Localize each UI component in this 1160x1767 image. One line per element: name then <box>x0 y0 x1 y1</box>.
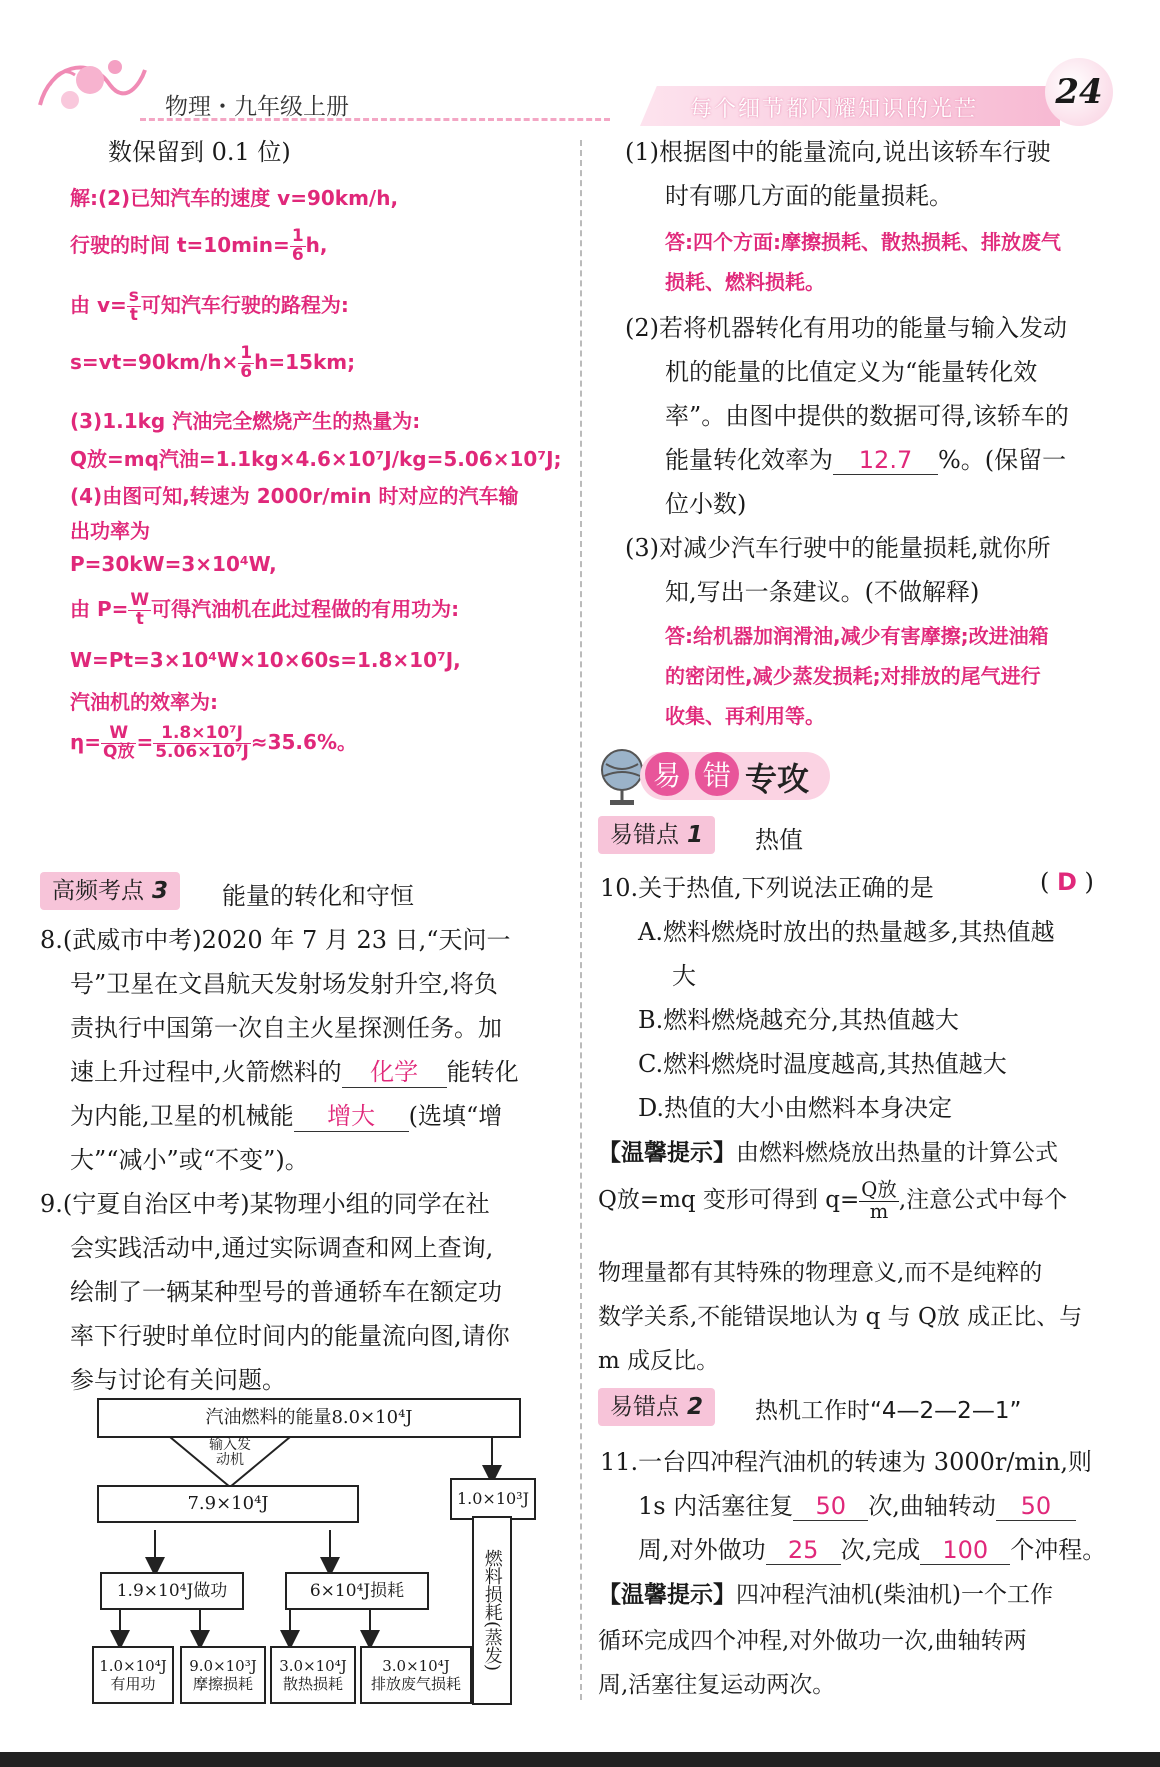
answer-blank: 50 <box>996 1492 1076 1521</box>
answer-line: 收集、再利用等。 <box>665 704 825 728</box>
tip-line: 【温馨提示】四冲程汽油机(柴油机)一个工作 <box>598 1582 1053 1608</box>
diagram-box-exhaust: 3.0×10⁴J 排放废气损耗 <box>360 1646 472 1704</box>
question-line: 速上升过程中,火箭燃料的 化学 能转化 <box>70 1052 519 1088</box>
question-line: 9.(宁夏自治区中考)某物理小组的同学在社 <box>40 1190 490 1218</box>
question-line: 周,对外做功 25 次,完成 100 个冲程。 <box>638 1536 1107 1564</box>
question-line: 11.一台四冲程汽油机的转速为 3000r/min,则 <box>600 1448 1092 1476</box>
section-title: 能量的转化和守恒 <box>222 882 414 910</box>
solution-line: 解:(2)已知汽车的速度 v=90km/h, <box>70 186 399 210</box>
solution-line: s=vt=90km/h× $\frac{1}{6}$ h=15km; <box>70 343 356 382</box>
diagram-box-fuel-loss-value: 1.0×10³J <box>450 1478 536 1520</box>
question-line: 为内能,卫星的机械能 增大 (选填“增 <box>70 1096 502 1132</box>
section-title-char: 错 <box>695 752 739 796</box>
diagram-label-input: 输入发动机 <box>209 1437 251 1469</box>
question-line: 大”“减小”或“不变”)。 <box>70 1146 309 1174</box>
tip-line: 数学关系,不能错误地认为 q 与 Q放 成正比、与 <box>598 1304 1083 1330</box>
tip-line: m 成反比。 <box>598 1348 720 1374</box>
column-divider <box>580 140 582 1700</box>
solution-line: 由 P= $\frac{W}{t}$ 可得汽油机在此过程做的有用功为: <box>70 590 460 629</box>
option-line: B.燃料燃烧越充分,其热值越大 <box>638 1006 959 1034</box>
text-line: 数保留到 0.1 位) <box>108 138 291 166</box>
page-number: 24 <box>1045 58 1113 126</box>
answer-blank: 100 <box>920 1536 1010 1565</box>
question-line: 8.(武威市中考)2020 年 7 月 23 日,“天问一 <box>40 926 511 954</box>
tip-line: 循环完成四个冲程,对外做功一次,曲轴转两 <box>598 1628 1027 1654</box>
question-line: 10.关于热值,下列说法正确的是 <box>600 874 934 902</box>
answer-blank: 增大 <box>294 1096 409 1132</box>
question-line: (1)根据图中的能量流向,说出该轿车行驶 <box>625 138 1051 166</box>
question-line: 绘制了一辆某种型号的普通轿车在额定功 <box>70 1278 502 1306</box>
solution-line: 汽油机的效率为: <box>70 690 218 714</box>
answer-line: 答:四个方面:摩擦损耗、散热损耗、排放废气 <box>665 230 1061 254</box>
header-slogan: 每个细节都闪耀知识的光芒 <box>690 97 979 122</box>
question-line: 知,写出一条建议。(不做解释) <box>665 578 980 606</box>
solution-line: 由 v= $\frac{s}{t}$ 可知汽车行驶的路程为: <box>70 286 349 325</box>
answer-line: 答:给机器加润滑油,减少有害摩擦;改进油箱 <box>665 624 1049 648</box>
answer-blank: 50 <box>793 1492 868 1521</box>
tip-line: 周,活塞往复运动两次。 <box>598 1672 836 1698</box>
diagram-box-fuel-loss: 燃料损耗(蒸发) <box>472 1516 512 1705</box>
section-title-char: 易 <box>645 752 689 796</box>
error-point-title: 热机工作时“4—2—2—1” <box>755 1398 1022 1424</box>
diagram-box-friction: 9.0×10³J 摩擦损耗 <box>180 1646 266 1704</box>
diagram-box-work: 1.9×10⁴J做功 <box>100 1572 244 1610</box>
question-line: 率下行驶时单位时间内的能量流向图,请你 <box>70 1322 510 1350</box>
solution-line: P=30kW=3×10⁴W, <box>70 552 277 576</box>
question-line: 机的能量的比值定义为“能量转化效 <box>665 358 1038 386</box>
tip-line: 【温馨提示】由燃料燃烧放出热量的计算公式 <box>598 1140 1058 1166</box>
globe-icon <box>598 746 646 806</box>
solution-line: (3)1.1kg 汽油完全燃烧产生的热量为: <box>70 409 421 433</box>
tip-line: 物理量都有其特殊的物理意义,而不是纯粹的 <box>598 1260 1043 1286</box>
question-line: (3)对减少汽车行驶中的能量损耗,就你所 <box>625 534 1051 562</box>
option-line: C.燃料燃烧时温度越高,其热值越大 <box>638 1050 1007 1078</box>
solution-line: 行驶的时间 t=10min= $\frac{1}{6}$ h, <box>70 226 328 265</box>
answer-blank: 25 <box>766 1536 841 1565</box>
error-point-badge: 易错点 2 <box>598 1388 715 1426</box>
bottom-bar <box>0 1752 1160 1767</box>
diagram-box-loss: 6×10⁴J损耗 <box>285 1572 429 1610</box>
book-title: 物理・九年级上册 <box>165 94 349 120</box>
solution-line: (4)由图可知,转速为 2000r/min 时对应的汽车输 <box>70 484 519 508</box>
answer-line: 损耗、燃料损耗。 <box>665 270 825 294</box>
question-line: 责执行中国第一次自主火星探测任务。加 <box>70 1014 502 1042</box>
solution-line: 出功率为 <box>70 519 150 543</box>
diagram-box-fuel-energy: 汽油燃料的能量8.0×10⁴J <box>97 1398 521 1438</box>
question-line: 时有哪几方面的能量损耗。 <box>665 182 953 210</box>
solution-line: η= $\frac{W}{\text{Q放}}$ = $\frac{\text{1.8×10⁷J}}{\text{5.06×10⁷J}}$ ≈35.6%。 <box>70 723 357 762</box>
question-line: 1s 内活塞往复 50 次,曲轴转动 50 <box>638 1486 1076 1521</box>
question-line: 能量转化效率为 12.7 %。(保留一 <box>665 446 1067 474</box>
question-line: (2)若将机器转化有用功的能量与输入发动 <box>625 314 1067 342</box>
option-line: A.燃料燃烧时放出的热量越多,其热值越 <box>638 918 1055 946</box>
question-line: 位小数) <box>665 490 747 518</box>
tip-line: Q放=mq 变形可得到 q= $\frac{\text{Q放}}{m}$ ,注意公式中每个 <box>598 1178 1068 1223</box>
section-title: 专攻 <box>745 760 810 798</box>
solution-line: Q放=mq汽油=1.1kg×4.6×10⁷J/kg=5.06×10⁷J; <box>70 447 562 471</box>
answer-paren: ( D ) <box>1040 868 1094 896</box>
diagram-box-useful: 1.0×10⁴J 有用功 <box>92 1646 174 1704</box>
question-line: 会实践活动中,通过实际调查和网上查询, <box>70 1234 494 1262</box>
answer-blank: 化学 <box>342 1052 447 1088</box>
error-point-badge: 易错点 1 <box>598 816 715 854</box>
option-line: 大 <box>672 962 696 990</box>
section-badge: 高频考点 3 <box>40 872 180 910</box>
option-line: D.热值的大小由燃料本身决定 <box>638 1094 953 1122</box>
question-line: 率”。由图中提供的数据可得,该轿车的 <box>665 402 1069 430</box>
diagram-box-engine: 7.9×10⁴J <box>97 1485 359 1523</box>
diagram-box-heat: 3.0×10⁴J 散热损耗 <box>270 1646 356 1704</box>
answer-line: 的密闭性,减少蒸发损耗;对排放的尾气进行 <box>665 664 1041 688</box>
floral-ornament-icon <box>30 45 150 125</box>
error-point-title: 热值 <box>755 826 803 854</box>
solution-line: W=Pt=3×10⁴W×10×60s=1.8×10⁷J, <box>70 648 461 672</box>
question-line: 参与讨论有关问题。 <box>70 1366 286 1394</box>
question-line: 号”卫星在文昌航天发射场发射升空,将负 <box>70 970 498 998</box>
answer-blank: 12.7 <box>833 446 938 475</box>
header-divider <box>140 118 610 121</box>
